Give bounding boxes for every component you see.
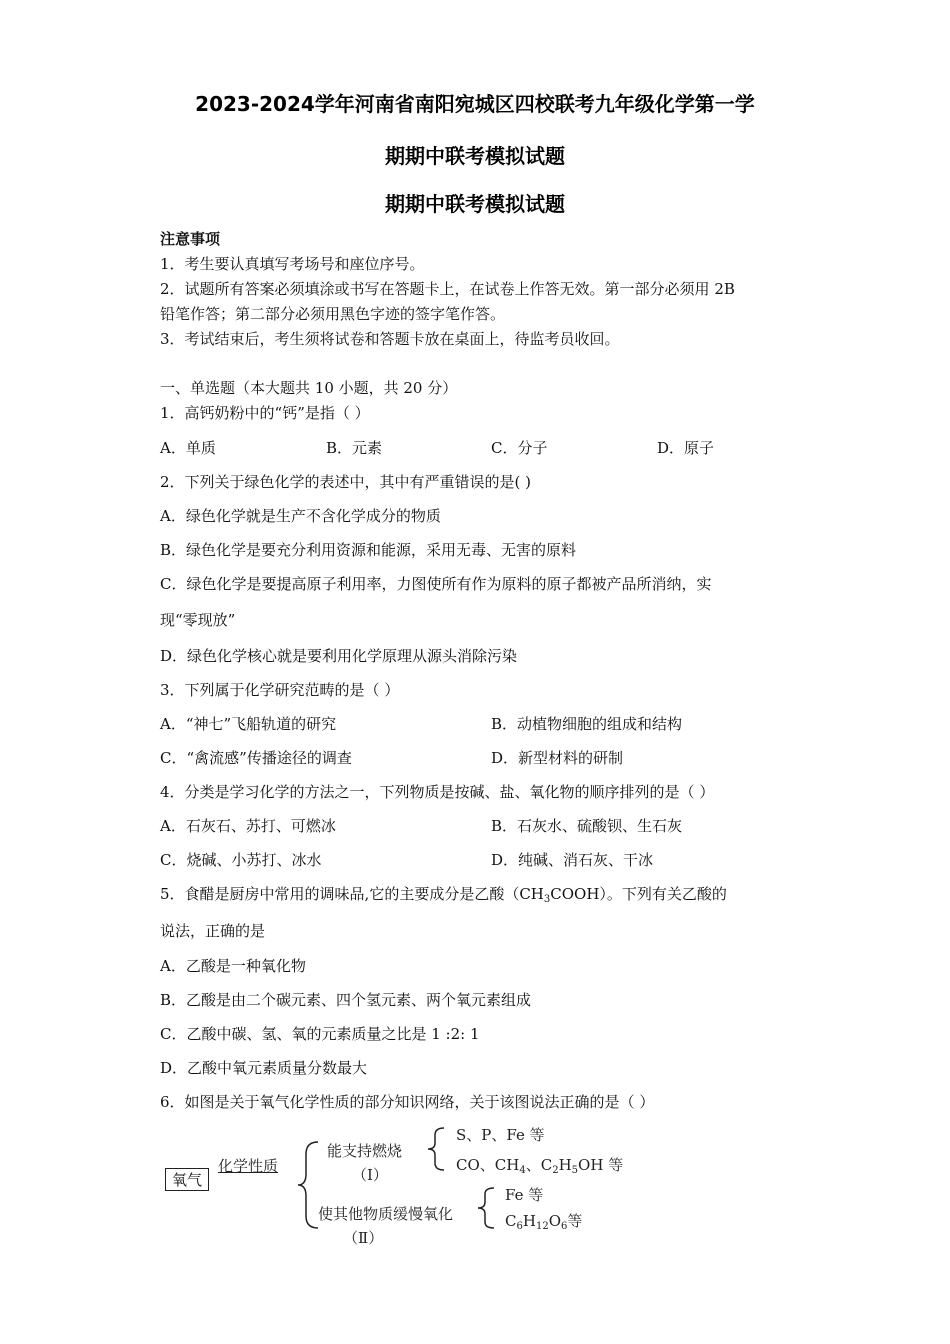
q5-option-a: A．乙酸是一种氧化物	[160, 957, 306, 975]
diagram-b2i2-a: C	[505, 1212, 517, 1230]
q2-option-d: D．绿色化学核心就是要利用化学原理从源头消除污染	[160, 647, 518, 665]
notice-item-2: 2．试题所有答案必须填涂或书写在答题卡上，在试卷上作答无效。第一部分必须用 2B	[160, 280, 735, 298]
q6-stem: 6．如图是关于氧气化学性质的部分知识网络，关于该图说法正确的是（ ）	[160, 1093, 655, 1111]
q2-option-b: B．绿色化学是要充分利用资源和能源，采用无毒、无害的原料	[160, 541, 577, 559]
exam-title-line2: 期期中联考模拟试题	[385, 144, 565, 168]
exam-title-line1: 2023-2024学年河南省南阳宛城区四校联考九年级化学第一学	[195, 92, 755, 116]
diagram-b2i2-s2: 12	[535, 1221, 549, 1232]
q1-stem: 1．高钙奶粉中的“钙”是指（ ）	[160, 404, 370, 422]
q3-option-d: D．新型材料的研制	[491, 749, 624, 767]
notice-heading: 注意事项	[160, 230, 221, 248]
q1-option-d: D．原子	[657, 439, 715, 457]
q1-option-b: B．元素	[326, 439, 383, 457]
q5-stem-post: COOH）。下列有关乙酸的	[550, 885, 727, 903]
diagram-b1i2-c: H	[558, 1156, 572, 1174]
q2-option-c: C．绿色化学是要提高原子利用率，力图使所有作为原料的原子都被产品所消纳，实	[160, 575, 712, 593]
q5-stem-pre: 5．食醋是厨房中常用的调味品,它的主要成分是乙酸（CH	[160, 885, 544, 903]
q4-option-a: A．石灰石、苏打、可燃冰	[160, 817, 336, 835]
diagram-b1i2-b: 、C	[525, 1156, 553, 1174]
q5-stem	[160, 883, 727, 905]
diagram-b2i2-s1: 6	[516, 1221, 523, 1232]
q4-option-c: C．烧碱、小苏打、冰水	[160, 851, 322, 869]
diagram-b1i2-s2: 2	[552, 1165, 559, 1176]
q2-option-a: A．绿色化学就是生产不含化学成分的物质	[160, 507, 441, 525]
notice-item-3: 3．考试结束后，考生须将试卷和答题卡放在桌面上，待监考员收回。	[160, 330, 620, 348]
diagram-branch1-item2	[456, 1154, 623, 1176]
exam-title-line3: 期期中联考模拟试题	[385, 192, 565, 216]
diagram-b2i2-s3: 6	[561, 1221, 568, 1232]
q3-stem: 3．下列属于化学研究范畴的是（ ）	[160, 681, 400, 699]
diagram-branch2-id: （Ⅱ）	[343, 1229, 384, 1247]
diagram-property: 化学性质	[218, 1157, 279, 1175]
notice-item-2-cont: 铅笔作答；第二部分必须用黑色字迹的签字笔作答。	[160, 305, 506, 323]
q5-option-d: D．乙酸中氧元素质量分数最大	[160, 1059, 368, 1077]
diagram-b2i2-b: H	[522, 1212, 536, 1230]
q1-option-a: A．单质	[160, 439, 216, 457]
diagram-branch1-id: （Ⅰ）	[352, 1166, 388, 1184]
q4-option-b: B．石灰水、硫酸钡、生石灰	[491, 817, 683, 835]
diagram-branch1-item1: S、P、Fe 等	[456, 1126, 545, 1144]
diagram-b1i2-a: CO、CH	[456, 1156, 520, 1174]
diagram-b2i2-c: O	[548, 1212, 561, 1230]
q2-stem: 2．下列关于绿色化学的表述中，其中有严重错误的是( )	[160, 473, 532, 491]
diagram-b1i2-d: OH 等	[578, 1156, 624, 1174]
section-heading: 一、单选题（本大题共 10 小题，共 20 分）	[160, 379, 458, 397]
q4-option-d: D．纯碱、消石灰、干冰	[491, 851, 654, 869]
notice-item-1: 1．考生要认真填写考场号和座位序号。	[160, 255, 425, 273]
q1-option-c: C．分子	[491, 439, 548, 457]
diagram-branch2-item1: Fe 等	[505, 1186, 544, 1204]
diagram-branch1-brace	[424, 1126, 450, 1172]
diagram-branch1: 能支持燃烧	[327, 1142, 403, 1160]
diagram-b1i2-s1: 4	[519, 1165, 526, 1176]
q5-stem-cont: 说法，正确的是	[160, 922, 266, 940]
q2-option-c-cont: 现“零现放”	[160, 611, 236, 629]
diagram-branch2-brace	[474, 1186, 500, 1230]
q5-option-c: C．乙酸中碳、氢、氧的元素质量之比是 1 :2: 1	[160, 1025, 480, 1043]
diagram-b2i2-d: 等	[567, 1212, 583, 1230]
diagram-b1i2-s3: 5	[571, 1165, 579, 1176]
q3-option-c: C．“禽流感”传播途径的调查	[160, 749, 352, 767]
diagram-root-box: 氧气	[165, 1168, 209, 1191]
q5-stem-sub: 3	[543, 894, 551, 905]
q3-option-a: A．“神七”飞船轨道的研究	[160, 715, 337, 733]
diagram-branch2-item2	[505, 1210, 582, 1232]
q4-stem: 4．分类是学习化学的方法之一，下列物质是按碱、盐、氧化物的顺序排列的是（ ）	[160, 783, 715, 801]
q5-option-b: B．乙酸是由二个碳元素、四个氢元素、两个氧元素组成	[160, 991, 532, 1009]
diagram-branch2: 使其他物质缓慢氧化	[318, 1205, 454, 1223]
q3-option-b: B．动植物细胞的组成和结构	[491, 715, 683, 733]
